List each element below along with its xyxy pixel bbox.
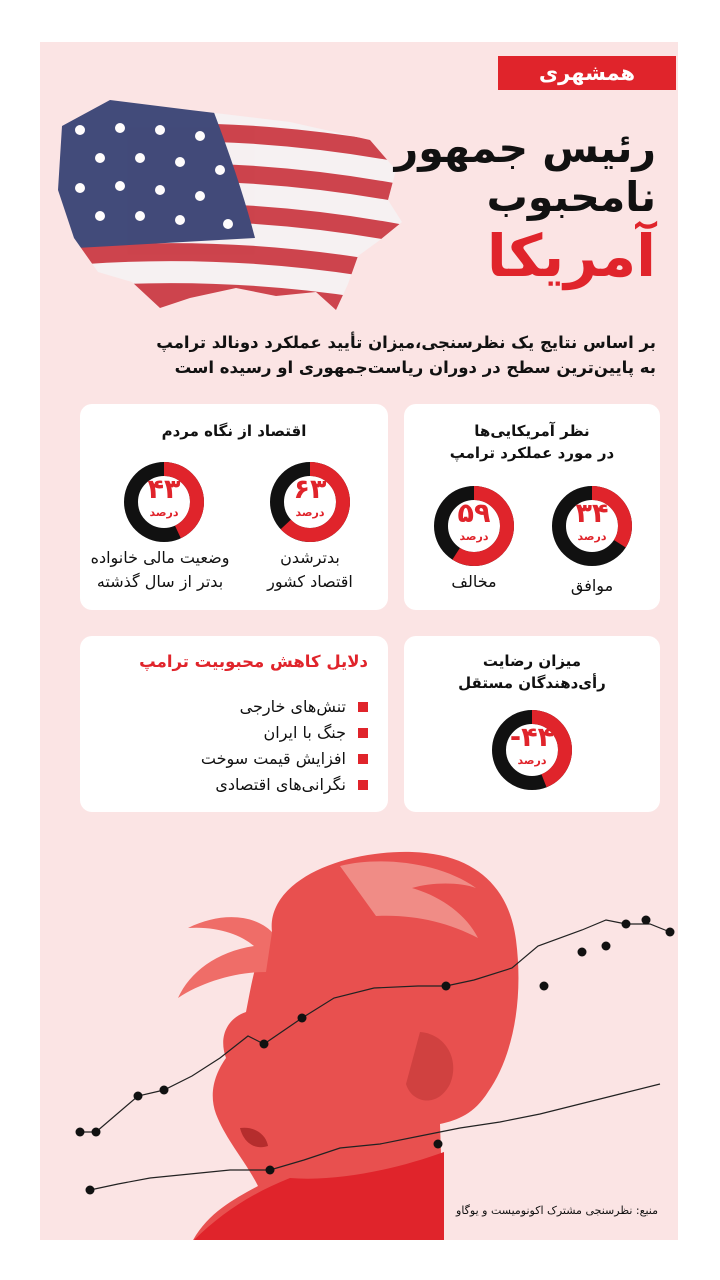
source-note: منبع: نظرسنجی مشترک اکونومیست و یوگاو xyxy=(456,1204,658,1217)
donut-value: ۴۳ xyxy=(147,474,181,505)
headline xyxy=(366,124,656,290)
donut-economy-worse xyxy=(268,460,352,544)
intro-line-2: به پایین‌ترین سطح در دوران ریاست‌جمهوری او رسیده است xyxy=(174,358,656,377)
donut-value: ۳۴ xyxy=(575,498,609,529)
usa-map-flag-illustration xyxy=(40,70,420,332)
reasons-card xyxy=(80,636,388,812)
economy-title: اقتصاد از نگاه مردم xyxy=(161,422,307,440)
label-line-1: بدترشدن xyxy=(280,548,340,567)
approval-card xyxy=(404,404,660,610)
label-line-2: اقتصاد کشور xyxy=(267,572,353,591)
donut-value: -۴۴ xyxy=(509,722,555,753)
reason-item: نگرانی‌های اقتصادی xyxy=(201,772,368,798)
donut-family-worse xyxy=(122,460,206,544)
donut-value: ۶۳ xyxy=(293,474,327,505)
independents-title xyxy=(404,650,660,694)
donut-independents xyxy=(490,708,574,792)
donut-unit: درصد xyxy=(577,530,607,543)
donut-unit: درصد xyxy=(517,754,547,767)
label-line-2: بدتر از سال گذشته xyxy=(96,572,224,591)
approval-title-line-2: در مورد عملکرد ترامپ xyxy=(449,444,615,462)
label-line-1: وضعیت مالی خانواده xyxy=(90,548,230,567)
donut-oppose xyxy=(432,484,516,568)
independents-card xyxy=(404,636,660,812)
reason-item: جنگ با ایران xyxy=(201,720,368,746)
reasons-title: دلایل کاهش محبوبیت ترامپ xyxy=(139,652,368,671)
headline-line-2: نامحبوب xyxy=(486,173,656,221)
headline-line-3: آمریکا xyxy=(486,222,656,290)
headline-line-1: رئیس جمهور xyxy=(394,124,656,172)
infographic-poster xyxy=(40,42,678,1240)
oppose-label: مخالف xyxy=(451,572,497,591)
approval-title-line-1: نظر آمریکایی‌ها xyxy=(474,422,590,440)
independents-title-line-2: رأی‌دهندگان مستقل xyxy=(458,674,606,692)
intro-line-1: بر اساس نتایج یک نظرسنجی،میزان تأیید عملکرد دونالد ترامپ xyxy=(156,333,656,352)
independents-title-line-1: میزان رضایت xyxy=(482,652,582,670)
donut-approve xyxy=(550,484,634,568)
newspaper-logo: همشهری xyxy=(498,56,676,90)
donut-unit: درصد xyxy=(295,506,325,519)
economy-card xyxy=(80,404,388,610)
trump-profile-illustration xyxy=(40,822,678,1240)
donut-unit: درصد xyxy=(149,506,179,519)
approve-label: موافق xyxy=(570,576,614,595)
reason-item: تنش‌های خارجی xyxy=(201,694,368,720)
reason-item: افزایش قیمت سوخت xyxy=(201,746,368,772)
approval-title xyxy=(404,420,660,464)
donut-value: ۵۹ xyxy=(457,498,491,529)
family-worse-label xyxy=(80,546,240,594)
reasons-list xyxy=(201,694,368,798)
economy-worse-label xyxy=(240,546,380,594)
intro-text xyxy=(56,330,656,380)
donut-unit: درصد xyxy=(459,530,489,543)
